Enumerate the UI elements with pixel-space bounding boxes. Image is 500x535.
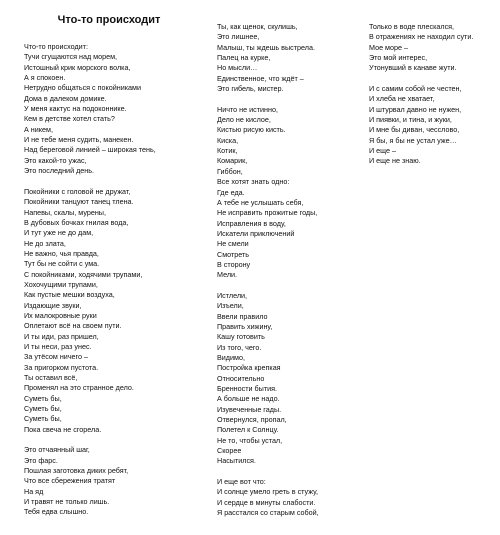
poem-line: Тут бы не сойти с ума. — [24, 259, 100, 269]
poem-line: Ты, как щенок, скулишь, — [217, 22, 298, 31]
stanza — [24, 445, 156, 517]
text-column-1 — [24, 42, 156, 528]
poem-line: Утонувший в канаве жути. — [369, 63, 457, 73]
text-column-2 — [217, 22, 319, 529]
poem-line: Тебя едва слышно. — [24, 507, 89, 517]
poem-line: Киска, — [217, 135, 239, 145]
poem-line: Палец на курке, — [217, 53, 271, 63]
poem-line: В дубовых бочках гнилая вода, — [24, 217, 129, 227]
poem-line: И травят не только лишь. — [24, 497, 110, 507]
poem-line: Это фарс. — [24, 455, 58, 465]
poem-line: Истошный крик морского волка, — [24, 62, 131, 72]
poem-line: Не исправить прожитые годы, — [217, 208, 318, 218]
poem-line: И не тебе меня судить, манекен. — [24, 135, 134, 145]
poem-line: А тебе не услышать себя, — [217, 197, 304, 207]
poem-line: И пиявки, и тина, и жуки, — [369, 115, 452, 125]
poem-line: Променял на это странное дело. — [24, 383, 134, 393]
poem-line: Нетрудно общаться с покойниками — [24, 83, 142, 93]
poem-line: С покойниками, ходячими трупами, — [24, 269, 143, 279]
poem-line: Покойники танцуют танец тлена. — [24, 197, 134, 207]
poem-line: Пошлая заготовка диких ребят, — [24, 466, 129, 476]
poem-line: Мое море – — [369, 42, 408, 52]
poem-line: Единственное, что ждёт – — [217, 73, 304, 83]
poem-line: Хохочущими трупами, — [24, 279, 98, 289]
poem-line: Не до злата, — [24, 238, 66, 248]
poem-line: И мне бы диван, чесслово, — [369, 125, 460, 135]
poem-line: И хлеба не хватает, — [369, 94, 435, 104]
poem-line: За пригорком пустота. — [24, 362, 99, 372]
poem-line: И еще вот что: — [217, 477, 266, 487]
poem-line: Все хотят знать одно: — [217, 177, 290, 187]
poem-line: Где еда. — [217, 187, 245, 197]
poem-line: Пока свеча не сгорела. — [24, 424, 102, 434]
stanza — [24, 187, 156, 435]
poem-line: Исправления в воду, — [217, 218, 286, 228]
poem-line: А больше не надо. — [217, 394, 280, 404]
poem-line: И еще не знаю. — [369, 156, 421, 166]
poem-line: Что-то происходит: — [24, 42, 88, 51]
poem-line: Истлели, — [217, 290, 248, 300]
poem-line: Их малокровные руки — [24, 310, 97, 320]
poem-line: Насытился. — [217, 456, 256, 466]
poem-line: Это мой интерес, — [369, 53, 428, 63]
poem-line: Относительно — [217, 373, 265, 383]
poem-line: Не смели — [217, 239, 249, 249]
poem-line: Полетел к Солнцу. — [217, 425, 279, 435]
stanza — [217, 477, 319, 518]
poem-line: И солнце умело греть в стужу, — [217, 487, 318, 497]
poem-line: Суметь бы, — [24, 393, 62, 403]
poem-line: Это какой-то ужас, — [24, 155, 87, 165]
poem-line: Это последний день. — [24, 166, 94, 176]
poem-line: Бренности бытия. — [217, 384, 278, 394]
poem-line: А никем, — [24, 124, 53, 134]
poem-line: Суметь бы, — [24, 414, 62, 424]
poem-line: На яд — [24, 486, 44, 496]
poem-line: И сердце в минуты слабости. — [217, 497, 316, 507]
poem-line: Править хижину, — [217, 321, 273, 331]
poem-line: Это гибель, мистер. — [217, 84, 284, 94]
poem-line: Смотреть — [217, 249, 250, 259]
poem-line: Ввели правило — [217, 311, 268, 321]
poem-line: Не важно, чья правда, — [24, 248, 99, 258]
poem-line: Только в воде плескался, — [369, 22, 455, 31]
poem-line: За утёсом ничего – — [24, 352, 89, 362]
poem-line: Я бы, я бы не устал уже… — [369, 135, 457, 145]
poem-line: Это лишнее, — [217, 32, 260, 42]
poem-line: Покойники с головой не дружат, — [24, 186, 131, 196]
text-column-3 — [369, 22, 473, 177]
poem-line: Тучи сгущаются над морем, — [24, 52, 118, 62]
poem-line: Я расстался со старым собой, — [217, 508, 319, 518]
stanza — [217, 105, 319, 281]
stanza — [217, 291, 319, 467]
poem-line: И ты иди, раз пришел, — [24, 331, 99, 341]
poem-line: Над береговой линией – широкая тень, — [24, 145, 156, 155]
poem-line: В отражениях не находил сути. — [369, 32, 474, 42]
poem-line: Суметь бы, — [24, 404, 62, 414]
poem-line: Скорее — [217, 446, 242, 456]
poem-line: Это отчаянный шаг, — [24, 445, 90, 455]
poem-line: Кем в детстве хотел стать? — [24, 114, 115, 124]
poem-line: А я спокоен. — [24, 73, 66, 83]
poem-line: И еще – — [369, 146, 396, 156]
poem-line: И ты неси, раз унес. — [24, 341, 92, 351]
poem-line: Дома в далеком домике. — [24, 93, 107, 103]
poem-line: Оплетают всё на своем пути. — [24, 321, 122, 331]
stanza — [24, 42, 156, 176]
poem-line: Кашу готовить — [217, 332, 265, 342]
poem-line: Ничто не истинно, — [217, 104, 278, 114]
poem-line: Напевы, скалы, мурены, — [24, 207, 106, 217]
poem-line: Гиббон, — [217, 166, 243, 176]
poem-line: Изувеченные гады. — [217, 404, 282, 414]
poem-line: Искатели приключений — [217, 228, 295, 238]
poem-line: Дело не кислое, — [217, 115, 271, 125]
poem-line: И штурвал давно не нужен, — [369, 104, 462, 114]
poem-line: В сторону — [217, 259, 251, 269]
poem-line: Но мысли… — [217, 63, 258, 73]
poem-line: Не то, чтобы устал, — [217, 435, 283, 445]
poem-line: Что все сбережения тратят — [24, 476, 116, 486]
poem-line: Отвернулся, пропал, — [217, 415, 287, 425]
stanza — [369, 84, 473, 167]
poem-line: Ты оставил всё, — [24, 373, 78, 382]
stanza — [217, 22, 319, 94]
poem-title: Что-то происходит — [57, 14, 161, 26]
stanza — [369, 22, 473, 74]
poem-line: И тут уже не до дам, — [24, 228, 94, 238]
poem-line: Изъели, — [217, 301, 244, 311]
poem-line: Кистью рисую кисть. — [217, 125, 286, 135]
poem-line: Издающие звуки, — [24, 300, 82, 310]
poem-line: У меня кактус на подоконнике. — [24, 104, 127, 114]
poem-line: Малыш, ты ждешь выстрела. — [217, 42, 315, 52]
poem-line: Котик, — [217, 146, 238, 156]
poem-line: Постройка крепкая — [217, 363, 281, 373]
poem-line: Из того, чего. — [217, 342, 262, 352]
poem-line: Видимо, — [217, 353, 245, 362]
poem-line: Мели. — [217, 270, 238, 280]
poem-line: И с самим собой не честен, — [369, 84, 462, 94]
poem-line: Комарик, — [217, 156, 248, 166]
poem-line: Как пустые мешки воздуха, — [24, 290, 115, 300]
